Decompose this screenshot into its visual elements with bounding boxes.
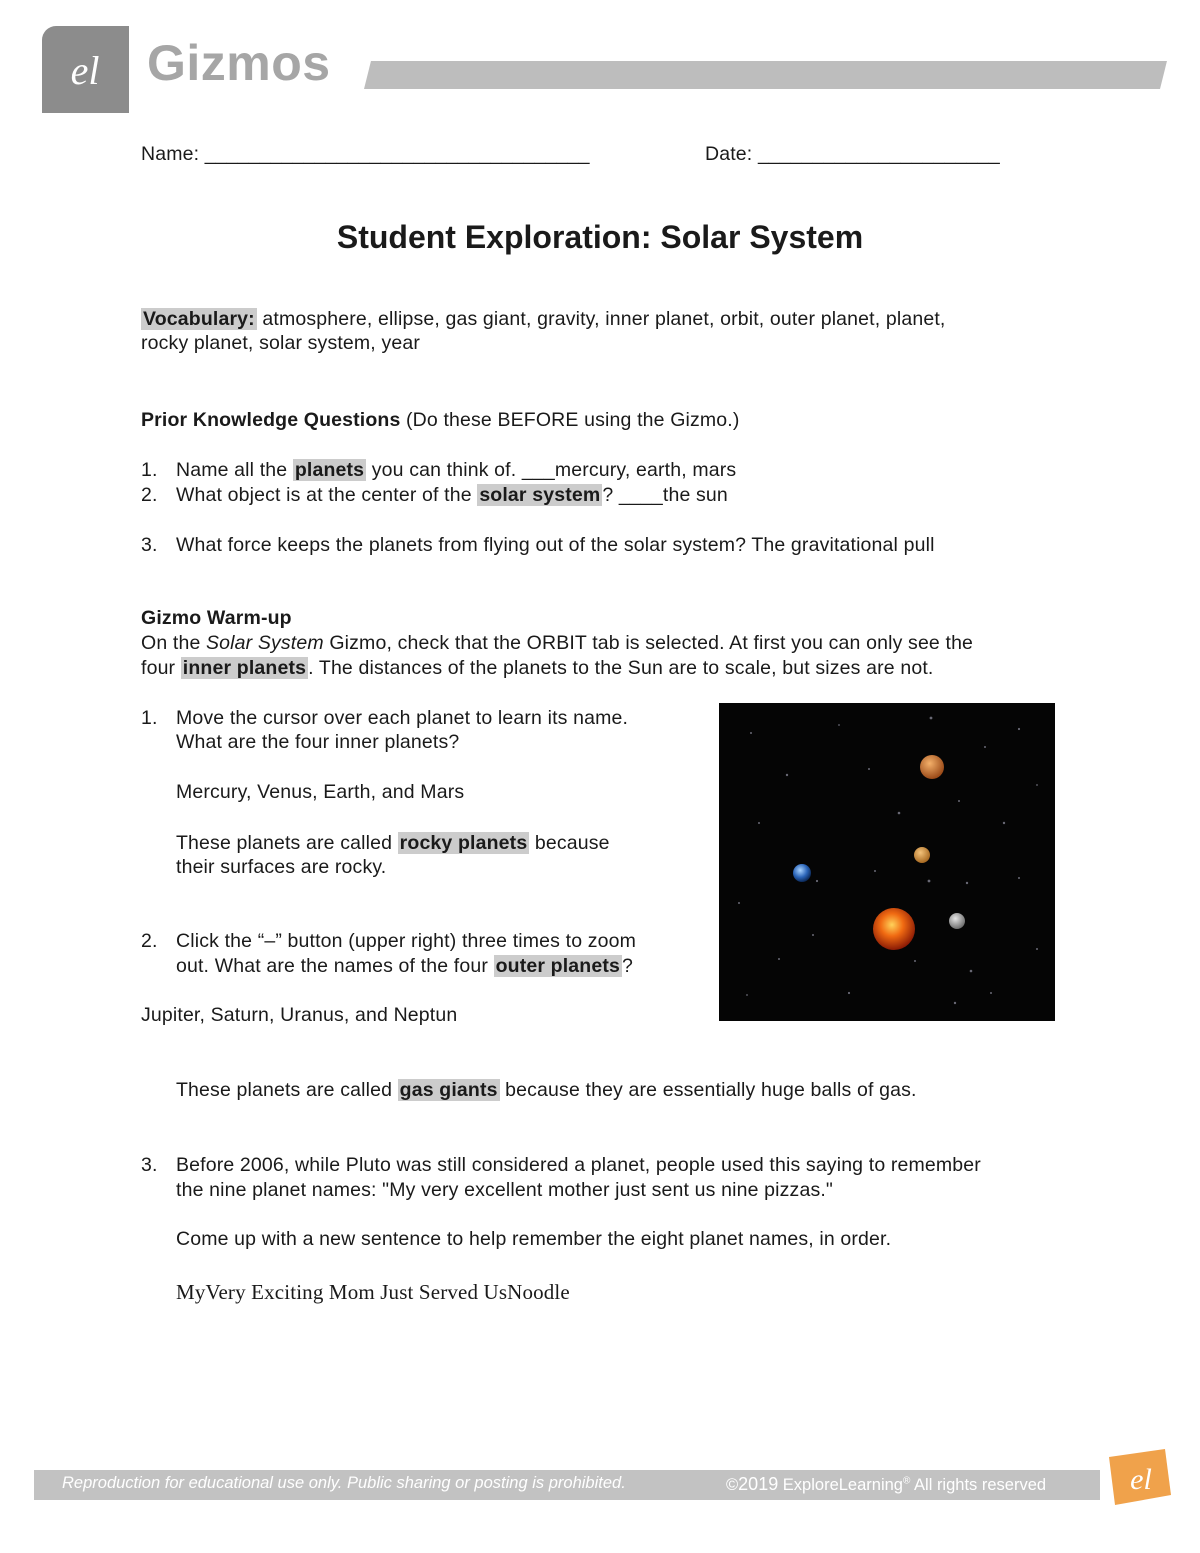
copyright-symbol: © [726, 1476, 739, 1494]
vocabulary-terms: atmosphere, ellipse, gas giant, gravity, inner planet, orbit, outer planet, planet, [256, 308, 946, 330]
note-text: These planets are called [176, 1079, 398, 1101]
prior-question-3 [141, 533, 935, 557]
question-text: ? [621, 955, 633, 977]
mnemonic-answer: MyVery Exciting Mom Just Served UsNoodle [176, 1280, 570, 1304]
note-text: because [529, 832, 610, 854]
gizmo-name: Solar System [206, 632, 324, 654]
page-title: Student Exploration: Solar System [336, 219, 864, 255]
warmup-question-3-line-2: the nine planet names: "My very excellent mother just sent us nine pizzas." [176, 1179, 833, 1201]
stars [738, 717, 1038, 1005]
gas-giants-note [176, 1078, 917, 1102]
warmup-question-1-line-1 [141, 706, 628, 730]
intro-text: . The distances of the planets to the Sun are to scale, but sizes are not. [308, 657, 934, 679]
question-number: 1. [141, 459, 158, 481]
warmup-question-3-line-1 [141, 1153, 981, 1177]
mars-planet-icon [920, 755, 944, 779]
vocabulary-line-2: rocky planet, solar system, year [141, 332, 420, 354]
question-number: 1. [141, 707, 158, 729]
question-text: What force keeps the planets from flying out of the solar system? The gravitational pull [176, 534, 935, 556]
vocabulary-line-1 [141, 307, 945, 331]
vocab-term-planets: planets [294, 459, 365, 481]
venus-planet-icon [914, 847, 930, 863]
warmup-answer-2: Jupiter, Saturn, Uranus, and Neptun [141, 1004, 458, 1026]
question-answer: you can think of. ___mercury, earth, mars [366, 459, 737, 481]
copyright-year: 2019 [738, 1474, 779, 1494]
date-field [705, 142, 1000, 166]
footer-disclaimer: Reproduction for educational use only. Public sharing or posting is prohibited. [62, 1474, 626, 1492]
prior-heading-bold: Prior Knowledge Questions [141, 409, 401, 431]
solar-system-screenshot [719, 703, 1055, 1021]
name-blank: ___________________________________ [204, 143, 590, 165]
footer-copyright [726, 1474, 1046, 1495]
intro-text: On the [141, 632, 207, 654]
brand-title: Gizmos [147, 35, 331, 91]
logo-letters: el [70, 48, 100, 93]
header-decor-bar [364, 61, 1167, 89]
mercury-planet-icon [949, 913, 965, 929]
note-text: These planets are called [176, 832, 398, 854]
explorelearning-logo-icon [42, 26, 129, 113]
vocabulary-label: Vocabulary: [143, 308, 255, 330]
explorelearning-footer-logo-icon [1101, 1447, 1173, 1509]
question-number: 3. [141, 534, 158, 556]
vocab-term-outer-planets: outer planets [495, 955, 620, 977]
prior-question-1 [141, 458, 736, 482]
question-text: Before 2006, while Pluto was still considered a planet, people used this saying to remember [176, 1154, 981, 1176]
question-text: What object is at the center of the [176, 484, 478, 506]
warmup-intro-line-2 [141, 656, 933, 680]
warmup-question-2-line-1 [141, 929, 636, 953]
date-blank: ______________________ [757, 143, 1000, 165]
earth-planet-icon [793, 864, 811, 882]
warmup-answer-1: Mercury, Venus, Earth, and Mars [176, 781, 465, 803]
vocab-term-solar-system: solar system [479, 484, 601, 506]
rights-text: All rights reserved [910, 1476, 1047, 1494]
registered-mark: ® [902, 1475, 911, 1487]
question-number: 2. [141, 484, 158, 506]
warmup-question-1-line-2: What are the four inner planets? [176, 731, 460, 753]
name-field [141, 142, 590, 166]
question-text: Click the “–” button (upper right) three times to zoom [176, 930, 637, 952]
question-answer: ? ____the sun [602, 484, 728, 506]
vocab-term-rocky-planets: rocky planets [399, 832, 528, 854]
prior-heading-note: (Do these BEFORE using the Gizmo.) [400, 409, 740, 431]
prior-knowledge-heading [141, 408, 740, 432]
question-text: Name all the [176, 459, 293, 481]
question-number: 2. [141, 930, 158, 952]
name-label: Name: [141, 143, 200, 165]
note-text: because they are essentially huge balls of gas. [499, 1079, 917, 1101]
warmup-intro-line-1 [141, 631, 973, 655]
date-label: Date: [705, 143, 753, 165]
vocab-term-inner-planets: inner planets [182, 657, 307, 679]
warmup-question-2-line-2 [176, 954, 633, 978]
vocab-term-gas-giants: gas giants [399, 1079, 498, 1101]
question-text: Move the cursor over each planet to learn its name. [176, 707, 629, 729]
intro-text: Gizmo, check that the ORBIT tab is selected. At first you can only see the [323, 632, 974, 654]
company-name: ExploreLearning [778, 1476, 903, 1494]
warmup-question-3-prompt: Come up with a new sentence to help remember the eight planet names, in order. [176, 1228, 892, 1250]
rocky-planets-note-line-2: their surfaces are rocky. [176, 856, 387, 878]
footer-logo-letters: el [1130, 1463, 1152, 1496]
question-number: 3. [141, 1154, 158, 1176]
question-text: out. What are the names of the four [176, 955, 494, 977]
sun-icon [873, 908, 915, 950]
prior-question-2 [141, 483, 728, 507]
intro-text: four [141, 657, 181, 679]
warmup-heading: Gizmo Warm-up [141, 607, 292, 629]
rocky-planets-note-line-1 [176, 831, 610, 855]
